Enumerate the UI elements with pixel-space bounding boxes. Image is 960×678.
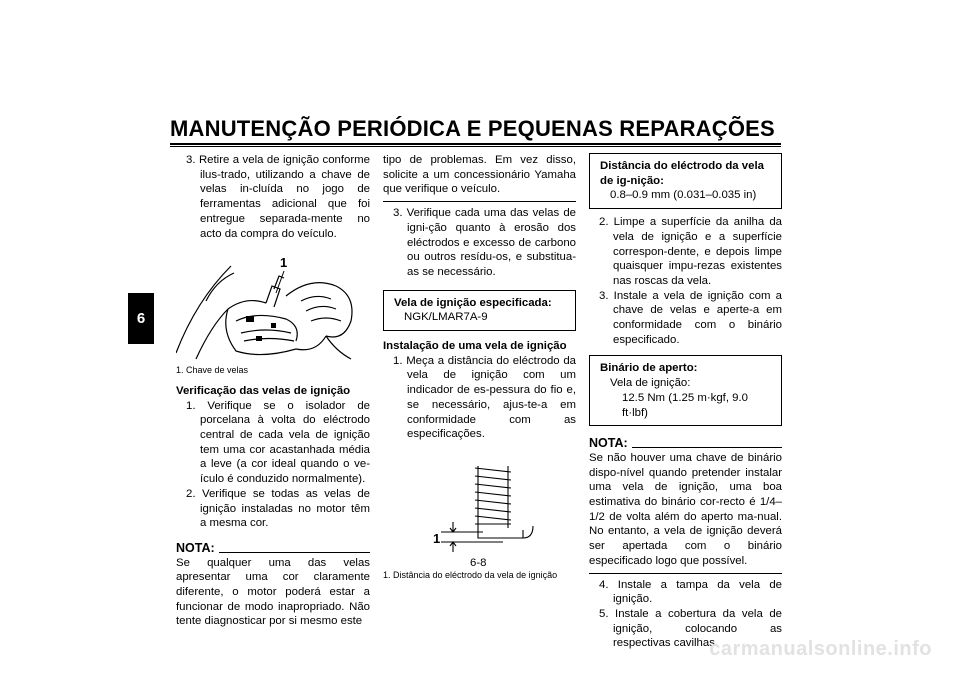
spec-title: Distância do eléctrodo da vela de ig-nição: <box>600 160 764 187</box>
spark-plug-wrench-illustration <box>176 241 370 361</box>
note-header <box>176 541 370 556</box>
note-end-rule <box>589 573 782 574</box>
section-tab: 6 <box>128 293 154 344</box>
step-3-remove-plug: 3. Retire a vela de ignição conforme ilus-trado, utilizando a chave de velas in-cluída no jogo de ferramentas adicional que foi entregue separada-mente no acto da compra do veículo. <box>186 154 370 240</box>
note-text: Se não houver uma chave de binário dispo-nível quando pretender instalar uma vela de ignição, uma boa estimativa do binário cor-recto é 1/4–1/2 de volta além do aperto ma-nual. No entanto, a vela de ignição deverá ser apertada com o binário especificado logo que possível. <box>589 451 782 567</box>
fig1-callout-label: 1 <box>280 255 288 271</box>
column-2 <box>383 153 576 583</box>
spec-box-torque <box>589 355 782 426</box>
step-2-clean-surface: 2. Limpe a superfície da anilha da vela de ignição e a superfície correspon-dente, e depois limpe quaisquer impu-rezas existentes nas roscas da vela. <box>599 216 782 287</box>
fig2-callout-label: 1 <box>433 530 441 546</box>
spec-value: 0.8–0.9 mm (0.031–0.035 in) <box>610 189 757 202</box>
note-continuation: tipo de problemas. Em vez disso, solicite a um concessionário Yamaha que verifique o veículo. <box>383 154 576 196</box>
page-title: MANUTENÇÃO PERIÓDICA E PEQUENAS REPARAÇÕES <box>170 116 775 141</box>
note-header <box>589 436 782 451</box>
section-heading-install-plug: Instalação de uma vela de ignição <box>383 340 567 353</box>
fig1-caption: 1. Chave de velas <box>176 365 249 376</box>
electrode-gap-illustration <box>383 446 576 566</box>
column-3 <box>589 153 782 651</box>
note-end-rule <box>383 201 576 202</box>
title-rule <box>170 143 781 145</box>
spec-value: NGK/LMAR7A-9 <box>404 311 488 324</box>
step-3-install-plug: 3. Instale a vela de ignição com a chave de velas e aperte-a em conformidade com o binário especificado. <box>599 289 782 346</box>
note-label: NOTA: <box>176 540 215 555</box>
spec-title: Vela de ignição especificada: <box>394 296 552 309</box>
step-3-inspect-electrodes: 3. Verifique cada uma das velas de igni-ção quanto à erosão dos eléctrodos e excesso de carbono ou outros resídu-os, e substitua-as se necessário. <box>393 207 576 278</box>
step-2-check-color: 2. Verifique se todas as velas de ignição instaladas no motor têm a mesma cor. <box>186 487 370 530</box>
step-1-measure-gap: 1. Meça a distância do eléctrodo da vela de ignição com um indicador de es-pessura do fio e, se necessário, ajus-te-a em conformidade com as especificações. <box>393 354 576 441</box>
column-1 <box>176 153 370 629</box>
spec-value: 12.5 Nm (1.25 m·kgf, 9.0 ft·lbf) <box>622 391 748 419</box>
step-4-install-cap: 4. Instale a tampa da vela de ignição. <box>599 578 782 606</box>
watermark: carmanualsonline.info <box>709 638 932 660</box>
section-heading-check-plugs: Verificação das velas de ignição <box>176 384 351 397</box>
spec-title: Binário de aperto: <box>600 362 698 375</box>
note-text: Se qualquer uma das velas apresentar uma cor claramente diferente, o motor poderá estar a funcionar de modo inapropriado. Não tente diagnosticar por si mesmo este <box>176 556 370 628</box>
step-5-install-cover: 5. Instale a cobertura da vela de ignição, colocando as respectivas cavilhas. <box>599 607 782 650</box>
spec-subtitle: Vela de ignição: <box>610 377 691 390</box>
spec-box-spark-plug <box>383 290 576 331</box>
fig2-caption: 1. Distância do eléctrodo da vela de ignição <box>383 569 558 580</box>
page-number: 6-8 <box>470 557 487 569</box>
spec-box-electrode-gap <box>589 153 782 209</box>
step-1-check-insulator: 1. Verifique se o isolador de porcelana à volta do eléctrodo central de cada vela de ignição tem uma cor acastanhada média a leve (a cor ideal quando o ve-ículo é conduzido normalmente). <box>186 399 370 486</box>
note-label: NOTA: <box>589 436 628 451</box>
title-rule-thin <box>170 146 781 147</box>
